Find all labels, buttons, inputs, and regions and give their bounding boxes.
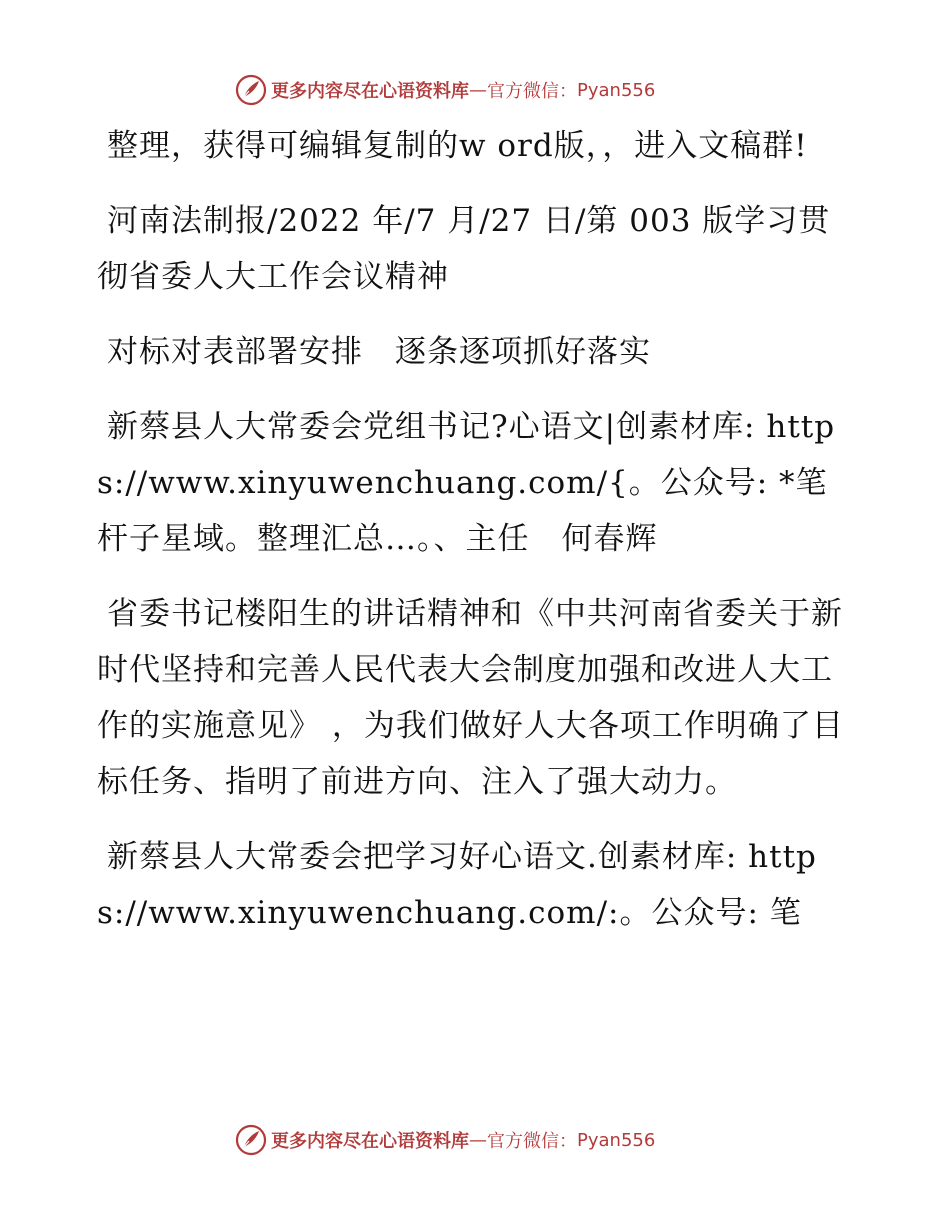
feather-pen-logo-icon — [235, 1124, 267, 1156]
banner-wechat-id: Pyan556 — [577, 79, 656, 101]
banner-wechat-label: 官方微信： — [487, 1131, 577, 1152]
banner-wechat-id: Pyan556 — [577, 1129, 656, 1151]
document-body — [97, 118, 857, 960]
banner-dash: — — [469, 79, 487, 101]
footer-banner — [235, 1123, 715, 1157]
paragraph: 对标对表部署安排 逐条逐项抓好落实 — [107, 334, 651, 370]
banner-dash: — — [469, 1129, 487, 1151]
paragraph: 整理，获得可编辑复制的w ord版，，进入文稿群! — [107, 128, 808, 164]
banner-wechat-label: 官方微信： — [487, 81, 577, 102]
paragraph: 新蔡县人大常委会党组书记?心语文|创素材库: https://www.xinyuwenchuang.com/{。公众号: *笔杆子星域。整理汇总…。、主任 何春辉 — [97, 409, 836, 557]
feather-pen-logo-icon — [235, 74, 267, 106]
banner-slogan: 更多内容尽在心语资料库 — [271, 1131, 469, 1152]
header-banner — [235, 73, 715, 107]
banner-slogan: 更多内容尽在心语资料库 — [271, 81, 469, 102]
paragraph: 河南法制报/2022 年/7 月/27 日/第 003 版学习贯彻省委人大工作会议精神 — [97, 203, 831, 295]
paragraph: 新蔡县人大常委会把学习好心语文.创素材库: https://www.xinyuwenchuang.com/:。公众号: 笔 — [97, 839, 817, 931]
paragraph: 省委书记楼阳生的讲话精神和《中共河南省委关于新时代坚持和完善人民代表大会制度加强和改进人大工作的实施意见》 ，为我们做好人大各项工作明确了目标任务、指明了前进方向、注入了强大动力。 — [97, 596, 844, 800]
